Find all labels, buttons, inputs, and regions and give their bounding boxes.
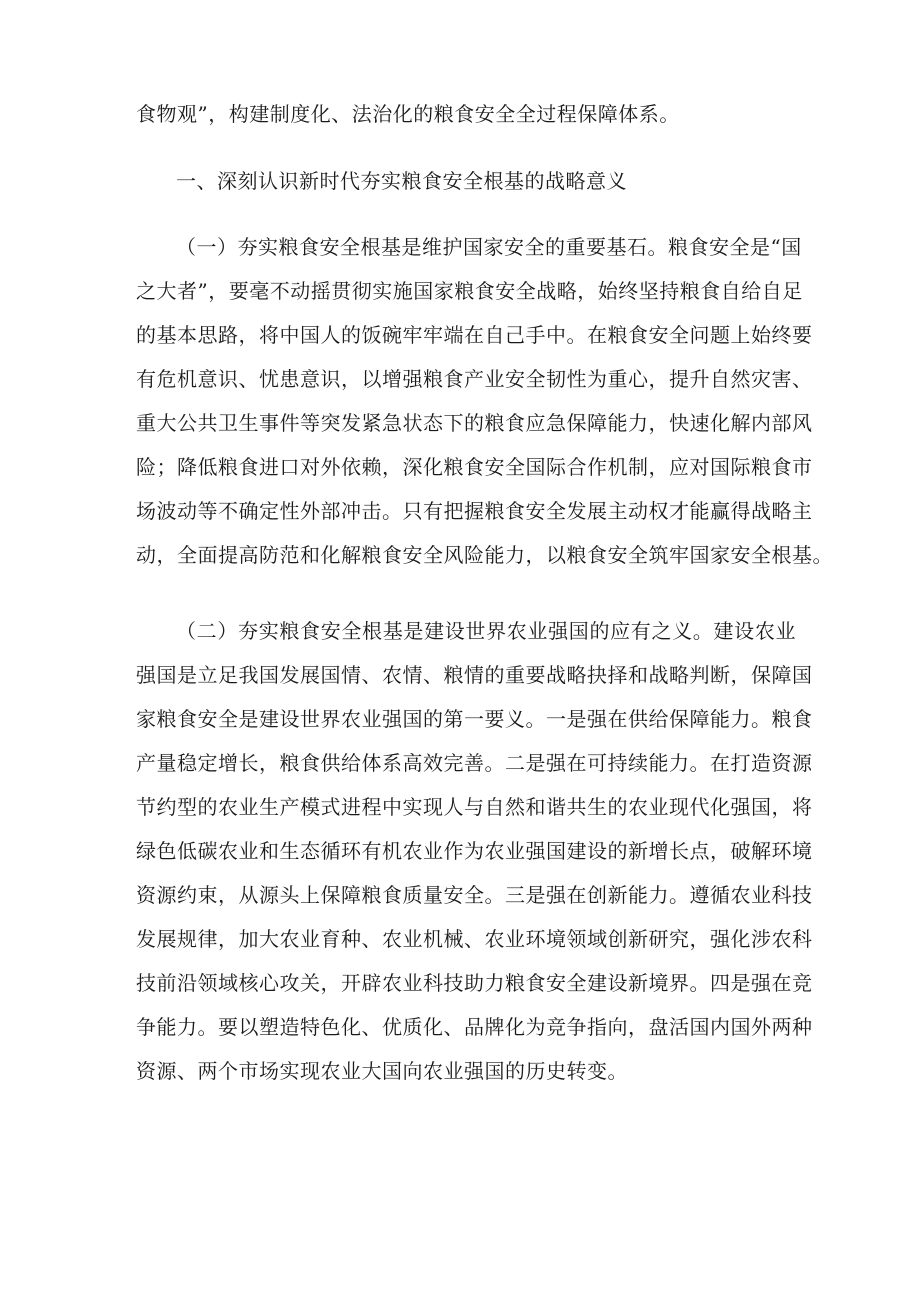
paragraph-1-line: 的基本思路，将中国人的饭碗牢牢端在自己手中。在粮食安全问题上始终要 xyxy=(136,323,813,347)
paragraph-1-line: 险；降低粮食进口对外依赖，深化粮食安全国际合作机制，应对国际粮食市 xyxy=(136,455,813,479)
paragraph-2-line: 技前沿领域核心攻关，开辟农业科技助力粮食安全建设新境界。四是强在竞 xyxy=(136,971,813,995)
paragraph-1-line: 场波动等不确定性外部冲击。只有把握粮食安全发展主动权才能赢得战略主 xyxy=(136,499,813,523)
section-heading: 一、深刻认识新时代夯实粮食安全根基的战略意义 xyxy=(176,169,627,193)
paragraph-1-line: 动，全面提高防范和化解粮食安全风险能力，以粮食安全筑牢国家安全根基。 xyxy=(136,543,833,567)
paragraph-2-line: 争能力。要以塑造特色化、优质化、品牌化为竞争指向，盘活国内国外两种 xyxy=(136,1015,813,1039)
paragraph-1-line: 之大者”，要毫不动摇贯彻实施国家粮食安全战略，始终坚持粮食自给自足 xyxy=(136,279,803,303)
paragraph-2-line: （二）夯实粮食安全根基是建设世界农业强国的应有之义。建设农业 xyxy=(176,619,796,643)
paragraph-1-line: 有危机意识、忧患意识，以增强粮食产业安全韧性为重心，提升自然灾害、 xyxy=(136,367,813,391)
paragraph-2-line: 绿色低碳农业和生态循环有机农业作为农业强国建设的新增长点，破解环境 xyxy=(136,839,813,863)
paragraph-2-line: 产量稳定增长，粮食供给体系高效完善。二是强在可持续能力。在打造资源 xyxy=(136,751,813,775)
paragraph-2-line: 强国是立足我国发展国情、农情、粮情的重要战略抉择和战略判断，保障国 xyxy=(136,663,813,687)
opening-line: 食物观”，构建制度化、法治化的粮食安全全过程保障体系。 xyxy=(136,102,680,126)
paragraph-2-line: 家粮食安全是建设世界农业强国的第一要义。一是强在供给保障能力。粮食 xyxy=(136,707,813,731)
paragraph-1-line: 重大公共卫生事件等突发紧急状态下的粮食应急保障能力，快速化解内部风 xyxy=(136,411,813,435)
paragraph-2-line: 资源约束，从源头上保障粮食质量安全。三是强在创新能力。遵循农业科技 xyxy=(136,883,813,907)
paragraph-1-line: （一）夯实粮食安全根基是维护国家安全的重要基石。粮食安全是“国 xyxy=(176,235,802,259)
paragraph-2-line: 节约型的农业生产模式进程中实现人与自然和谐共生的农业现代化强国，将 xyxy=(136,795,813,819)
paragraph-2-line: 发展规律，加大农业育种、农业机械、农业环境领域创新研究，强化涉农科 xyxy=(136,927,813,951)
paragraph-2-line: 资源、两个市场实现农业大国向农业强国的历史转变。 xyxy=(136,1059,628,1083)
